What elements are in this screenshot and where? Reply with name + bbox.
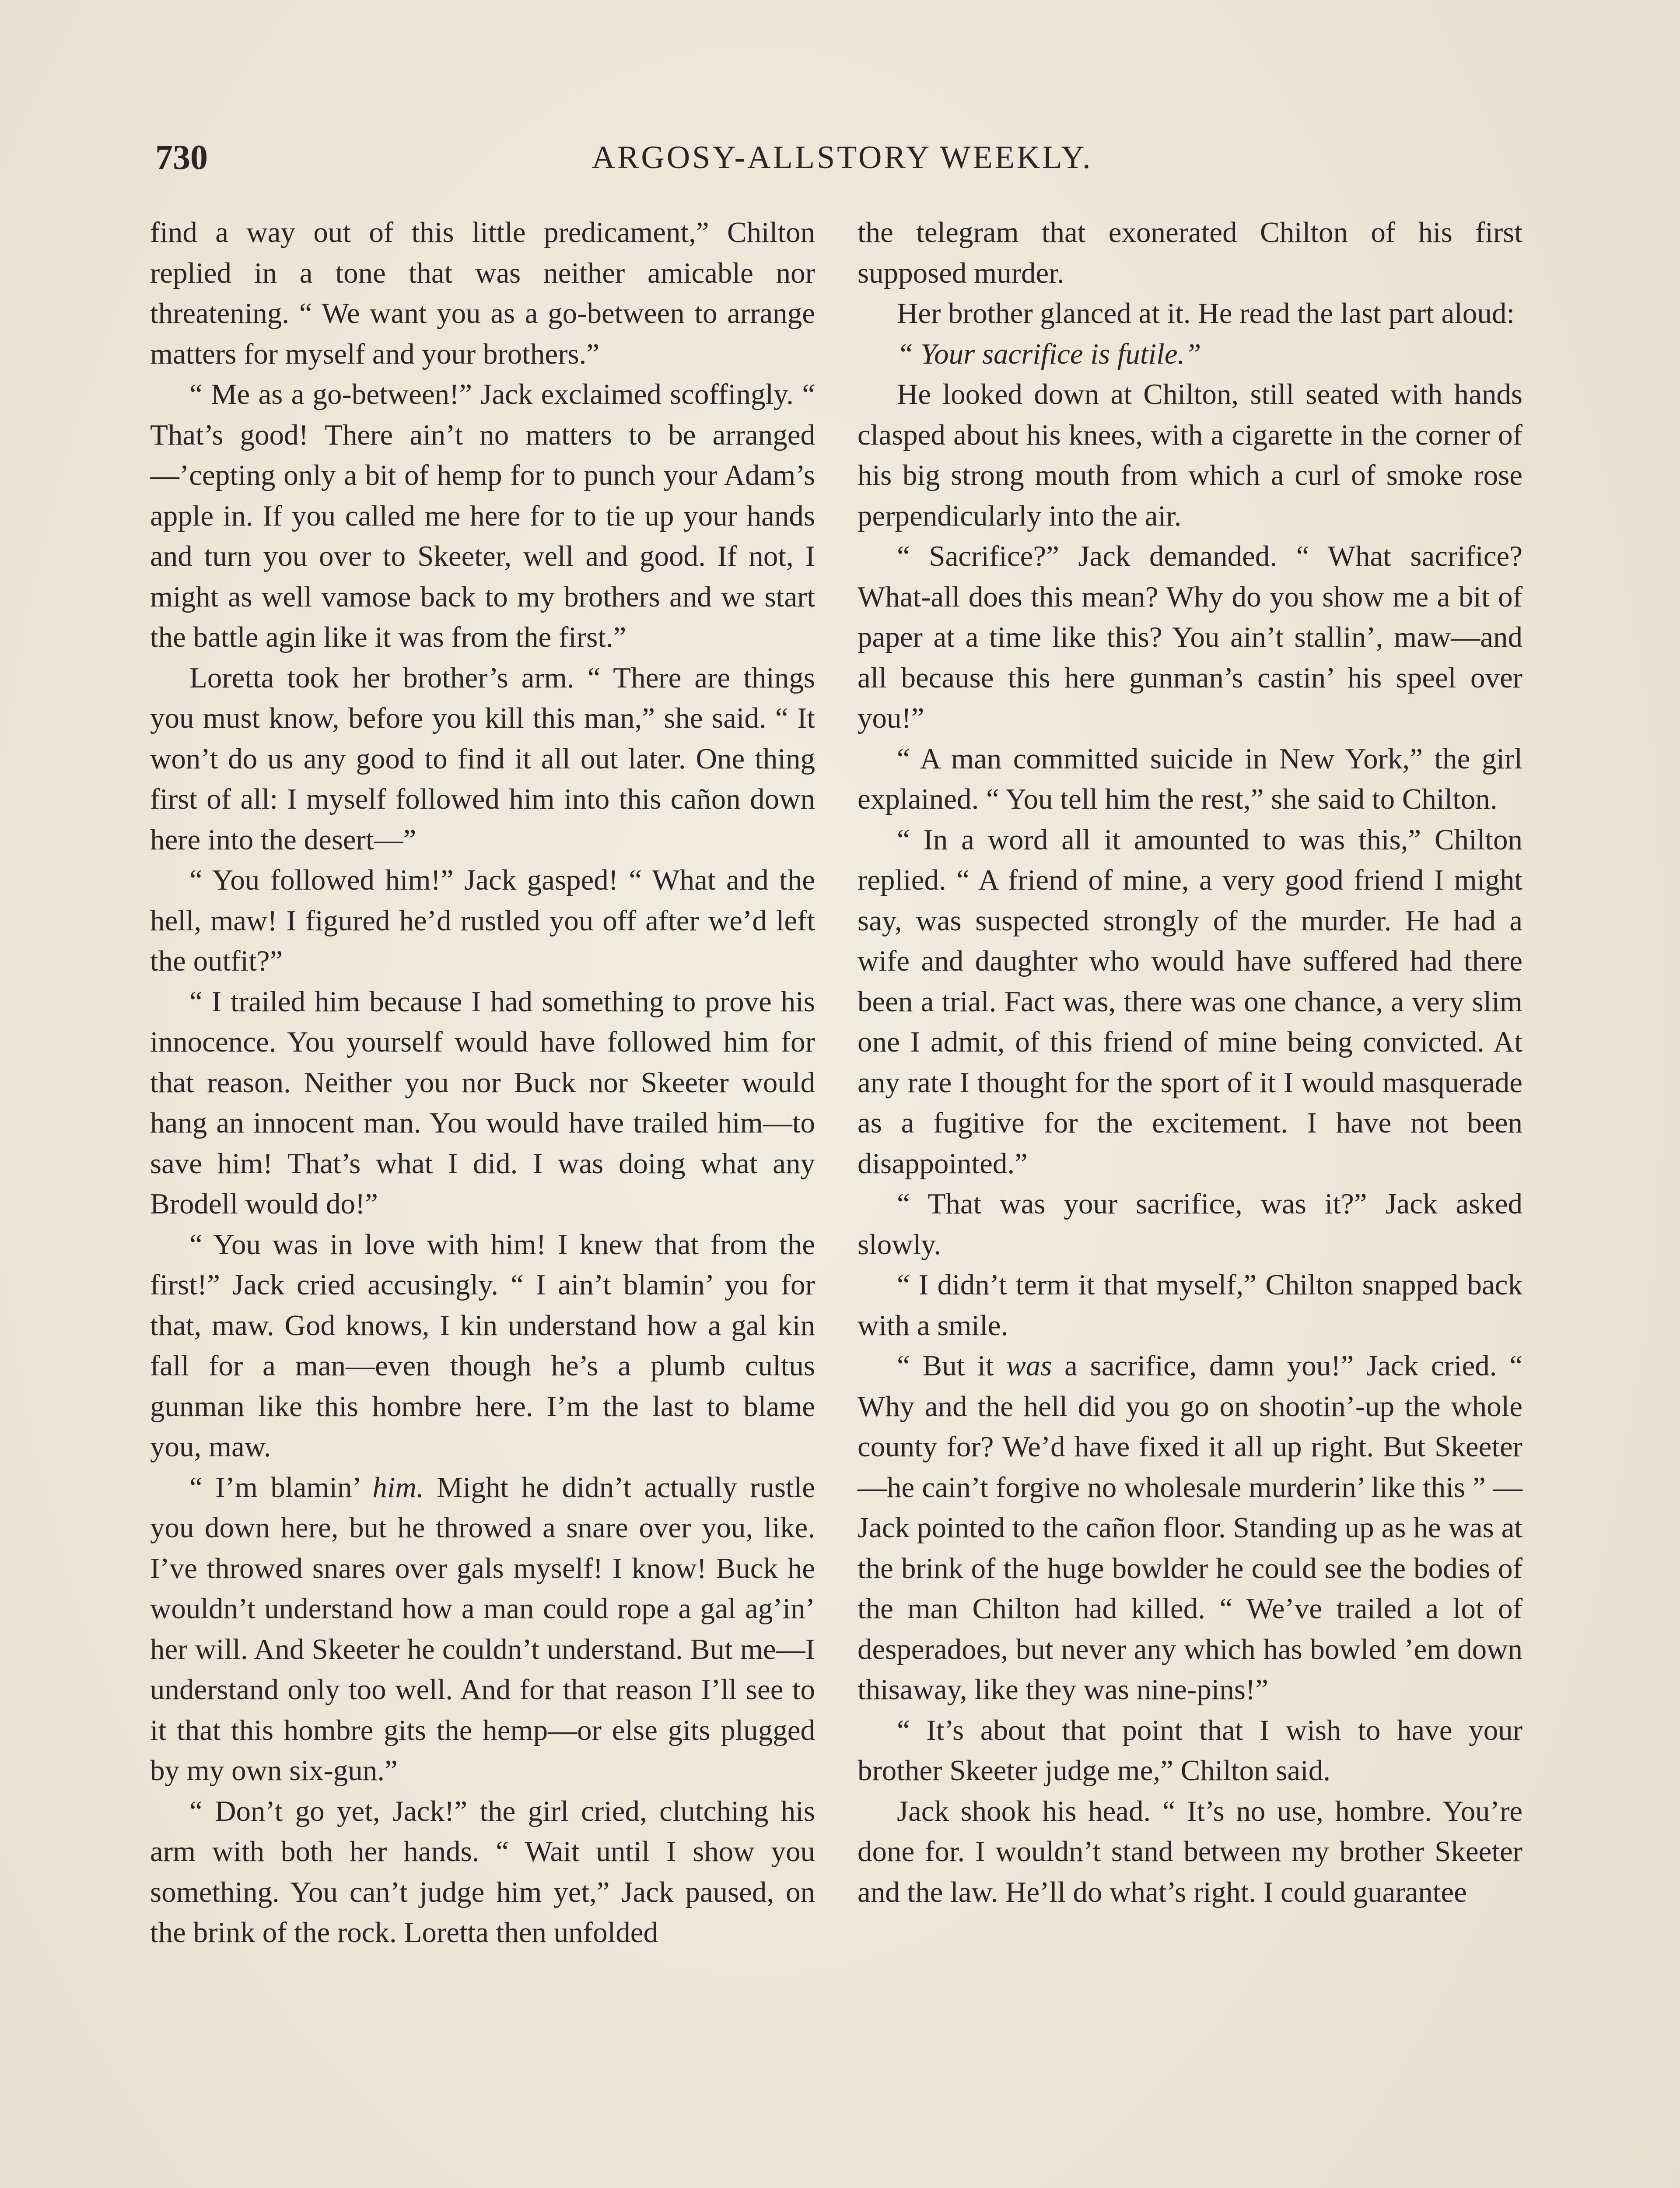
paragraph: “ It’s about that point that I wish to have your brother Skeeter judge me,” Chilton said.	[858, 1714, 1522, 1787]
paragraph: “ Me as a go-between!” Jack exclaimed scoffingly. “ That’s good! There ain’t no matters to be arranged—’cepting only a bit of hemp for to punch your Adam’s apple in. If you called me here for to tie up your hands and turn you over to Skeeter, well and good. If not, I might as well vamose back to my brothers and we start the battle agin like it was from the first.”	[150, 378, 815, 653]
paragraph-text: “ But it	[897, 1350, 1007, 1382]
paragraph: “ Sacrifice?” Jack demanded. “ What sacrifice? What-all does this mean? Why do you show me a bit of paper at a time like this? You ain’t stallin’, maw—and all because this here gunman’s castin’ his speel over you!”	[858, 540, 1522, 734]
paragraph	[150, 1467, 815, 1791]
paragraph-text: Might he didn’t actually rustle you down here, but he throwed a snare over you, like. I’ve throwed snares over gals myself! I know! Buck he wouldn’t understand how a man could rope a gal ag’in’ her will. And Skeeter he couldn’t understand. But me—I understand only too well. And for that reason I’ll see to it that this hombre gits the hemp—or else gits plugged by my own six-gun.”	[150, 1471, 815, 1787]
paragraph: Jack shook his head. “ It’s no use, hombre. You’re done for. I wouldn’t stand between my brother Skeeter and the law. He’ll do what’s right. I could guarantee	[858, 1795, 1522, 1908]
paragraph: “ That was your sacrifice, was it?” Jack asked slowly.	[858, 1188, 1522, 1261]
paragraph: “ In a word all it amounted to was this,” Chilton replied. “ A friend of mine, a very good friend I might say, was suspected strongly of the murder. He had a wife and daughter who would have suffered had there been a trial. Fact was, there was one chance, a very slim one I admit, of this friend of mine being convicted. At any rate I thought for the sport of it I would masquerade as a fugitive for the excitement. I have not been disappointed.”	[858, 823, 1522, 1180]
running-head: ARGOSY-ALLSTORY WEEKLY.	[592, 140, 1093, 175]
right-column	[858, 212, 1522, 1912]
paragraph: “ You followed him!” Jack gasped! “ What and the hell, maw! I figured he’d rustled you off after we’d left the outfit?”	[150, 864, 815, 977]
paragraph: “ I didn’t term it that myself,” Chilton snapped back with a smile.	[858, 1269, 1522, 1342]
left-column	[150, 212, 815, 1953]
paragraph: find a way out of this little predicament,” Chilton replied in a tone that was neither amicable nor threatening. “ We want you as a go-between to arrange matters for myself and your brothers.”	[150, 216, 815, 370]
paragraph-text: a sacrifice, damn you!” Jack cried. “ Why and the hell did you go on shootin’-up the whole county for? We’d have fixed it all up right. But Skeeter—he cain’t forgive no wholesale murderin’ like this ” — Jack pointed to the cañon floor. Standing up as he was at the brink of the huge bowlder he could see the bodies of the man Chilton had killed. “ We’ve trailed a lot of desperadoes, but never any which has bowled ’em down thisaway, like they was nine-pins!”	[858, 1350, 1522, 1706]
paragraph-text: “ I’m blamin’	[189, 1471, 373, 1504]
paragraph: Loretta took her brother’s arm. “ There are things you must know, before you kill this man,” she said. “ It won’t do us any good to find it all out later. One thing first of all: I myself followed him into this cañon down here into the desert—”	[150, 661, 815, 856]
paragraph: “ A man committed suicide in New York,” the girl explained. “ You tell him the rest,” she said to Chilton.	[858, 742, 1522, 815]
paragraph: He looked down at Chilton, still seated with hands clasped about his knees, with a cigarette in the corner of his big strong mouth from which a curl of smoke rose perpendicularly into the air.	[858, 378, 1522, 532]
paragraph	[858, 1346, 1522, 1710]
page-header	[155, 131, 1529, 184]
paragraph: “ I trailed him because I had something to prove his innocence. You yourself would have followed him for that reason. Neither you nor Buck nor Skeeter would hang an innocent man. You would have trailed him—to save him! That’s what I did. I was doing what any Brodell would do!”	[150, 985, 815, 1220]
paragraph: Her brother glanced at it. He read the last part aloud:	[897, 297, 1515, 330]
telegram-quote	[858, 334, 1522, 375]
emphasis-text: was	[1006, 1350, 1052, 1382]
emphasis-text: him.	[372, 1471, 424, 1504]
paragraph: the telegram that exonerated Chilton of his first supposed murder.	[858, 216, 1522, 289]
page-number: 730	[155, 138, 208, 177]
paragraph: “ You was in love with him! I knew that from the first!” Jack cried accusingly. “ I ain’t blamin’ you for that, maw. God knows, I kin understand how a gal kin fall for a man—even though he’s a plumb cultus gunman like this hombre here. I’m the last to blame you, maw.	[150, 1228, 815, 1463]
emphasis-text: “ Your sacrifice is futile.”	[897, 337, 1201, 370]
paragraph: “ Don’t go yet, Jack!” the girl cried, clutching his arm with both her hands. “ Wait until I show you something. You can’t judge him yet,” Jack paused, on the brink of the rock. Loretta then unfolded	[150, 1795, 815, 1949]
